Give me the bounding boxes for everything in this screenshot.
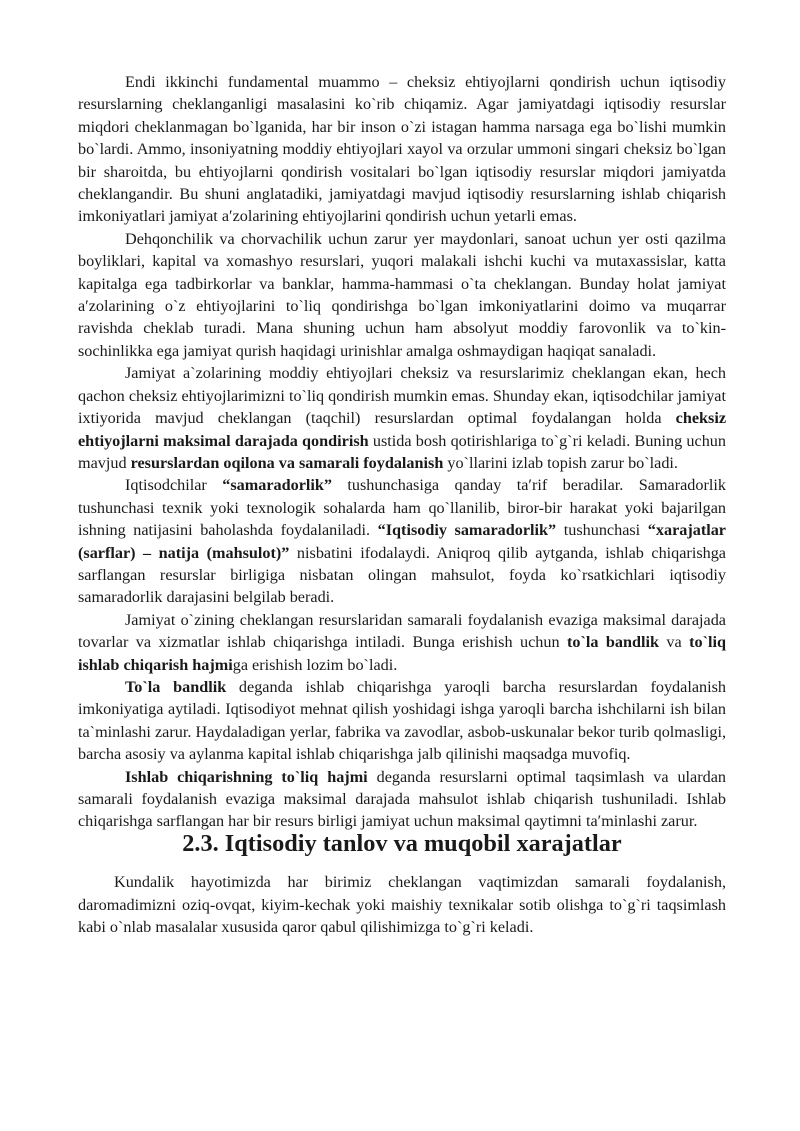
paragraph-text: tushunchasiga qanday ta′rif beradilar. Samaradorlik tushunchasi texnik yoki texnologik sohalarda ham qo`llanilib, biror-bir harakat yoki bajarilgan ishning natijasini baholashda foydalaniladi. (78, 476, 726, 540)
paragraph-unlimited-needs (78, 362, 726, 474)
paragraph-text: tushunchasi (556, 521, 648, 540)
bold-term: resurslardan oqilona va samarali foydalanish (130, 453, 444, 472)
paragraph-daily-choices (78, 871, 726, 938)
paragraph-text: Kundalik hayotimizda har birimiz cheklangan vaqtimizdan samarali foydalanish, daromadimizni oziq-ovqat, kiyim-kechak yoki maishiy texnikalar sotib olishga to`g`ri taqsimlash kabi o`nlab masalalar xususida qaror qabul qilishimizga to`g`ri keladi. (78, 873, 726, 937)
paragraph-text: ustida bosh qotirishlariga to`g`ri keladi. Buning uchun mavjud (78, 431, 726, 472)
paragraph-text: Iqtisodchilar (125, 476, 223, 495)
bold-term: “xarajatlar (sarflar) – natija (mahsulot)” (78, 521, 726, 562)
document-page (78, 71, 726, 938)
paragraph-text: Jamiyat a`zolarining moddiy ehtiyojlari cheksiz va resurslarimiz cheklangan ekan, hech qachon cheksiz ehtiyojlarimizni to`liq qondirish mumkin emas. Shunday ekan, iqtisodchilar jamiyat ixtiyorida mavjud cheklangan (taqchil) resurslardan optimal foydalangan holda (78, 364, 726, 428)
section-heading: 2.3. Iqtisodiy tanlov va muqobil xarajatlar (182, 829, 622, 857)
paragraph-text: va (658, 633, 690, 652)
paragraph-text: ga erishish lozim bo`ladi. (232, 655, 398, 674)
bold-term: Ishlab chiqarishning to`liq hajmi (125, 767, 368, 786)
bold-term: “samaradorlik” (222, 476, 332, 495)
paragraph-limited-resources (78, 228, 726, 362)
bold-term: cheksiz ehtiyojlarni maksimal darajada qondirish (78, 409, 726, 450)
paragraph-text: yo`llarini izlab topish zarur bo`ladi. (443, 453, 678, 472)
paragraph-maximal-output (78, 609, 726, 676)
paragraph-text: deganda ishlab chiqarishga yaroqli barcha resurslardan foydalanish imkoniyatiga aytiladi. Iqtisodiyot mehnat qilish yoshidagi ishga yaroqli barcha ishchilarni ish bilan ta`minlashi zarur. Haydaladigan yerlar, fabrika va zavodlar, asbob-uskunalar bekor turib qolmasligi, barcha asosiy va aylanma kapital ishlab chiqarishga jalb qilinishi maqsadga muvofiq. (78, 677, 726, 764)
paragraph-text: Dehqonchilik va chorvachilik uchun zarur yer maydonlari, sanoat uchun yer osti qazilma boyliklari, kapital va xomashyo resurslari, yuqori malakali ishchi kuchi va mutaxassislar, katta kapitalga ega tadbirkorlar va banklar, hamma-hammasi o`ta cheklangan. Bunday holat jamiyat a′zolarining o`z ehtiyojlarini to`liq qondirishga bo`lgan imkoniyatlarini doimo va muqarrar ravishda cheklab turadi. Mana shuning uchun ham absolyut moddiy farovonlik va to`kin-sochinlikka ega jamiyat qurish haqidagi urinishlar amalga oshmaydigan haqiqat sanaladi. (78, 229, 726, 360)
paragraph-full-production (78, 766, 726, 833)
bold-term: To`la bandlik (125, 677, 227, 696)
paragraph-text: nisbatini ifodalaydi. Aniqroq qilib aytganda, ishlab chiqarishga sarflangan resurslar birligiga nisbatan olingan mahsulot, foyda ko`rsatkichlari iqtisodiy samaradorlik darajasini belgilab beradi. (78, 543, 726, 607)
paragraph-text: Jamiyat o`zining cheklangan resurslaridan samarali foydalanish evaziga maksimal darajada tovarlar va xizmatlar ishlab chiqarishga intiladi. Bunga erishish uchun (78, 610, 726, 652)
paragraph-resource-scarcity (78, 71, 726, 228)
bold-term: “Iqtisodiy samaradorlik” (377, 521, 557, 540)
paragraph-efficiency (78, 474, 726, 608)
paragraph-text: Endi ikkinchi fundamental muammo – cheksiz ehtiyojlarni qondirish uchun iqtisodiy resurslarning cheklanganligi masalasini ko`rib chiqamiz. Agar jamiyatdagi iqtisodiy resurslar miqdori cheklanmagan bo`lganida, har bir inson o`zi istagan hamma narsaga ega bo`lishi mumkin bo`lardi. Ammo, insoniyatning moddiy ehtiyojlari xayol va orzular ummoni singari cheksiz bo`lgan bir sharoitda, bu ehtiyojlarni qondirish vositalari bo`lgan iqtisodiy resurslar miqdori jamiyatda cheklangandir. Bu shuni anglatadiki, jamiyatdagi mavjud iqtisodiy resurslarning ishlab chiqarish imkoniyatlari jamiyat a′zolarining ehtiyojlarini qondirish uchun yetarli emas. (78, 73, 726, 226)
spacer (78, 855, 726, 871)
bold-term: to`liq ishlab chiqarish hajmi (78, 633, 726, 674)
bold-term: to`la bandlik (566, 633, 659, 652)
paragraph-full-employment (78, 676, 726, 766)
paragraph-text: deganda resurslarni optimal taqsimlash va ulardan samarali foydalanish evaziga maksimal darajada mahsulot ishlab chiqarish tushuniladi. Ishlab chiqarishga sarflangan har bir resurs birligi jamiyat uchun maksimal qaytimni ta′minlashi zarur. (78, 767, 727, 831)
